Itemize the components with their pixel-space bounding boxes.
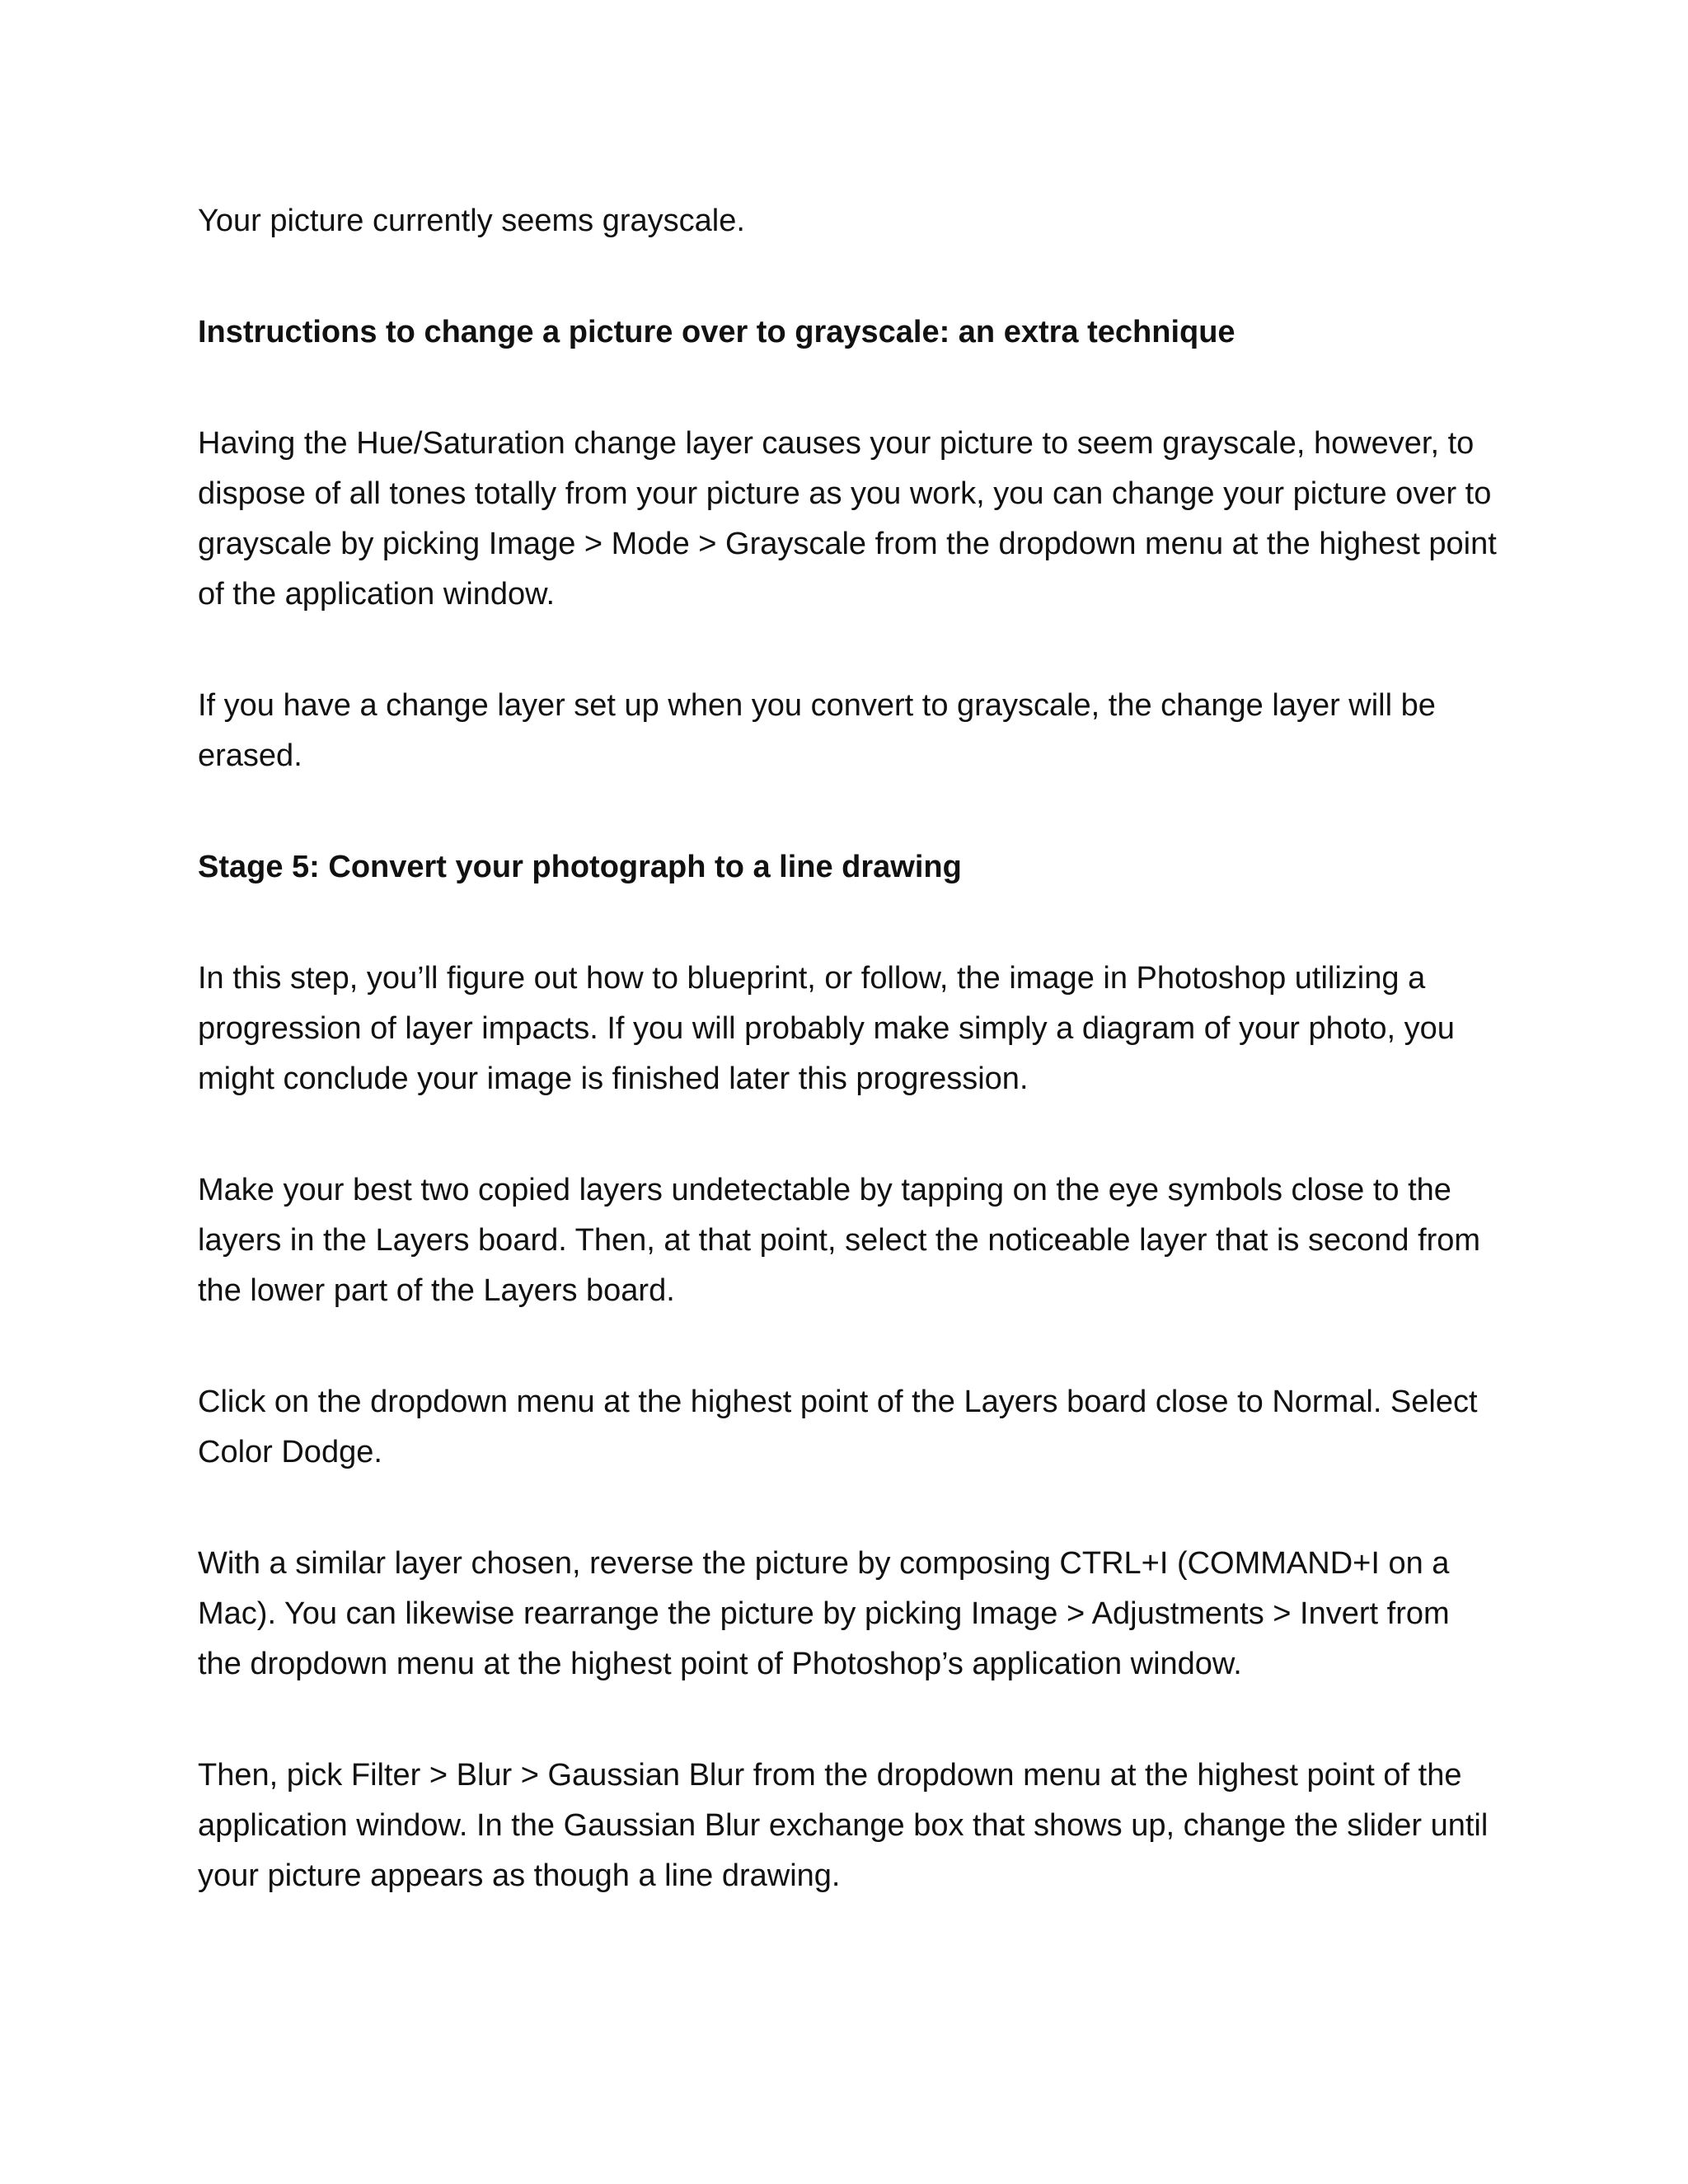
document-page (198, 196, 1500, 1962)
paragraph-hide-layers: Make your best two copied layers undetectable by tapping on the eye symbols close to the layers in the Layers board. Then, at that point, select the noticeable layer that is second from the lower part of the Layers board. (198, 1173, 1481, 1308)
paragraph-gaussian-blur: Then, pick Filter > Blur > Gaussian Blur from the dropdown menu at the highest point of the application window. In the Gaussian Blur exchange box that shows up, change the slider until your picture appears as though a line drawing. (198, 1758, 1489, 1893)
paragraph-line-drawing-intro: In this step, you’ll figure out how to blueprint, or follow, the image in Photoshop utilizing a progression of layer impacts. If you will probably make simply a diagram of your photo, you might conclude your image is finished later this progression. (198, 961, 1455, 1096)
paragraph-color-dodge: Click on the dropdown menu at the highest point of the Layers board close to Normal. Select Color Dodge. (198, 1385, 1478, 1469)
heading-grayscale-instructions: Instructions to change a picture over to grayscale: an extra technique (198, 315, 1236, 349)
paragraph-invert: With a similar layer chosen, reverse the picture by composing CTRL+I (COMMAND+I on a Mac). You can likewise rearrange the picture by picking Image > Adjustments > Invert from the dropdown menu at the highest point of Photoshop’s application window. (198, 1546, 1450, 1681)
heading-stage-5: Stage 5: Convert your photograph to a line drawing (198, 850, 962, 884)
paragraph-hue-saturation: Having the Hue/Saturation change layer causes your picture to seem grayscale, however, to dispose of all tones totally from your picture as you work, you can change your picture over to grayscale by picking Image > Mode > Grayscale from the dropdown menu at the highest point of the application window. (198, 426, 1497, 612)
paragraph-change-layer-erased: If you have a change layer set up when you convert to grayscale, the change layer will be erased. (198, 688, 1436, 773)
paragraph-grayscale-status: Your picture currently seems grayscale. (198, 204, 745, 238)
